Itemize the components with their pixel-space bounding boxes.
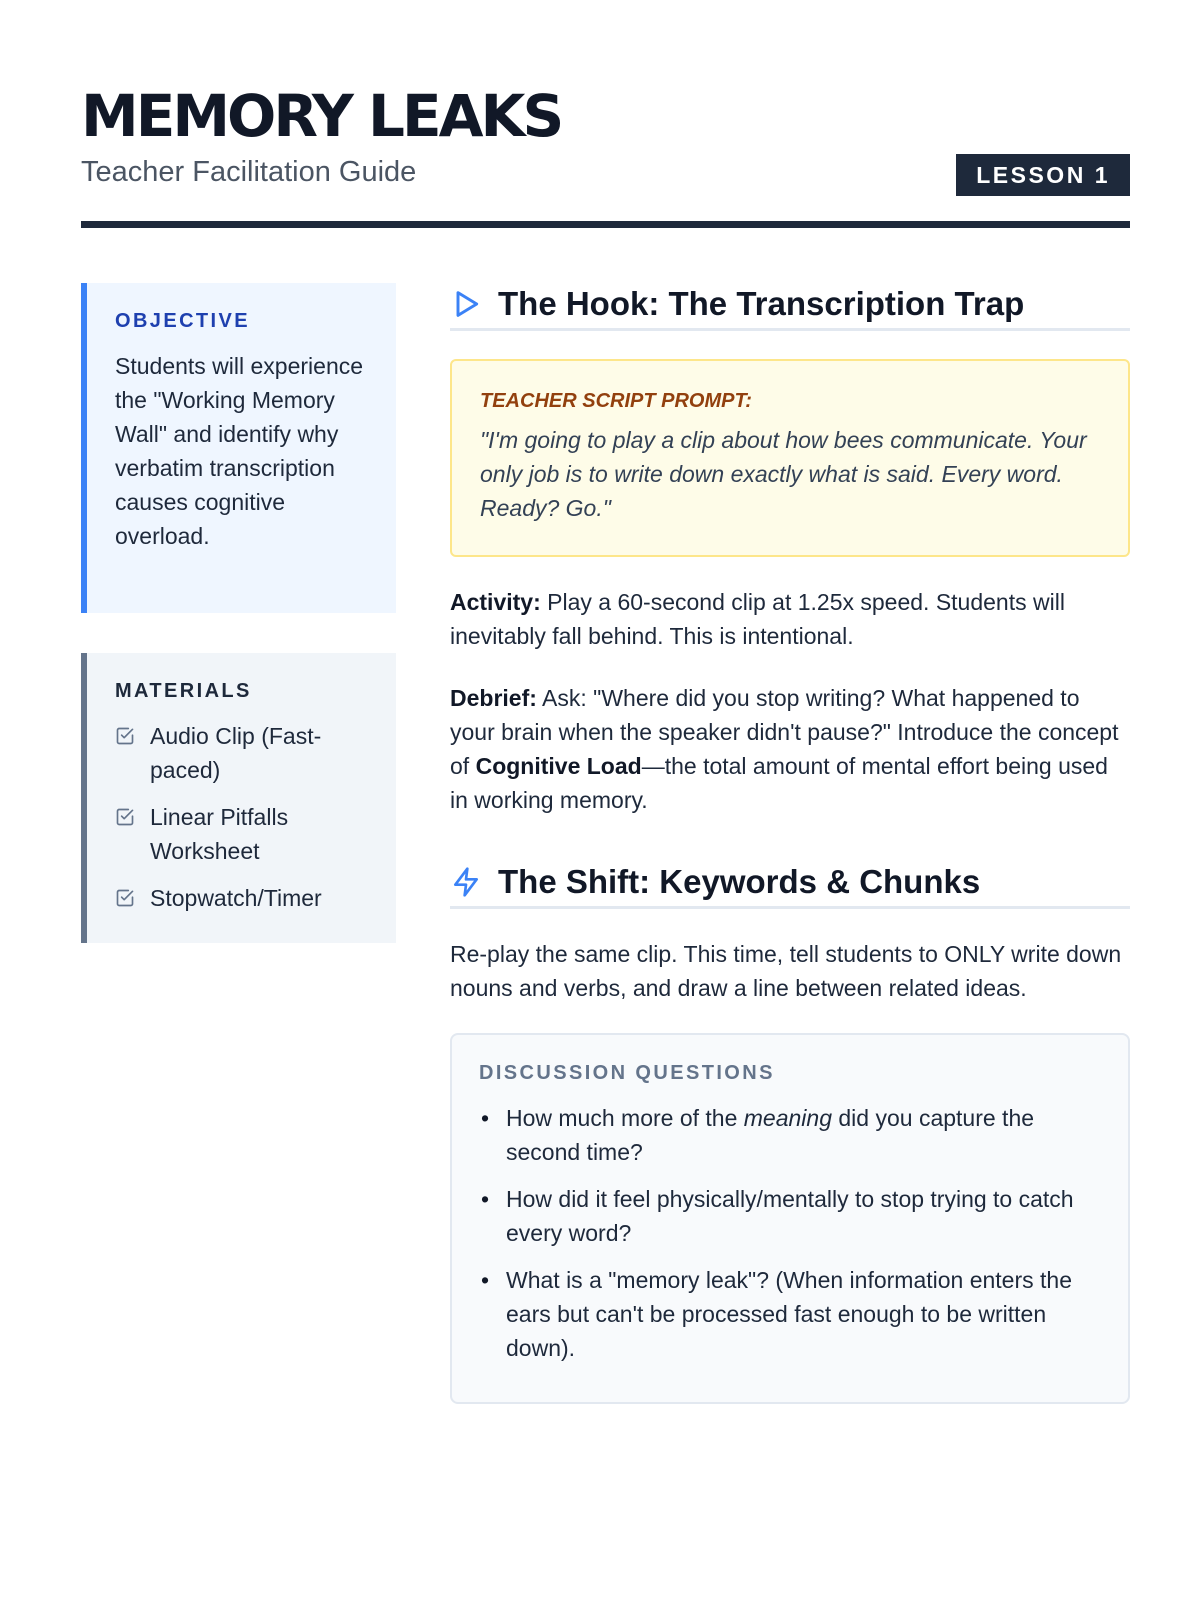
main-content (450, 285, 1130, 1404)
objective-text: Students will experience the "Working Memory Wall" and identify why verbatim transcription causes cognitive overload. (115, 353, 364, 549)
lesson-badge: LESSON 1 (956, 154, 1130, 196)
script-text: "I'm going to play a clip about how bees communicate. Your only job is to write down exactly what is said. Every word. Ready? Go." (480, 427, 1087, 521)
list-item (479, 1263, 1100, 1365)
bullet-icon: • (481, 1105, 490, 1131)
debrief-label: Debrief: (450, 685, 537, 711)
question-text-part: How much more of the (506, 1105, 744, 1131)
material-item-label: Audio Clip (Fast-paced) (150, 723, 322, 783)
question-text (506, 1101, 1100, 1169)
materials-box (81, 653, 396, 943)
objective-box (81, 283, 396, 613)
debrief-text: Ask: "Where did you stop writing? What happened to your brain when the speaker didn't pause?" Introduce the concept of (450, 685, 1119, 779)
material-item (115, 881, 380, 915)
shift-title: The Shift: Keywords & Chunks (498, 862, 981, 900)
objective-label: OBJECTIVE (115, 310, 250, 332)
material-item (115, 719, 380, 787)
shift-paragraph: Re-play the same clip. This time, tell students to ONLY write down nouns and verbs, and draw a line between related ideas. (450, 941, 1122, 1001)
discussion-label: DISCUSSION QUESTIONS (479, 1062, 775, 1084)
hook-title: The Hook: The Transcription Trap (498, 284, 1025, 322)
hook-section-header (450, 285, 1130, 331)
material-item-label: Stopwatch/Timer (150, 885, 322, 911)
checkbox-checked-icon (115, 807, 135, 827)
question-text: What is a "memory leak"? (When information enters the ears but can't be processed fast enough to be written down). (506, 1267, 1072, 1361)
activity-text: Play a 60-second clip at 1.25x speed. Students will inevitably fall behind. This is intentional. (450, 589, 1065, 649)
cognitive-load-term: Cognitive Load (475, 753, 642, 779)
discussion-questions-box (450, 1033, 1130, 1404)
materials-label: MATERIALS (115, 680, 252, 702)
debrief-text-end: —the total amount of mental effort being used in working memory. (450, 753, 1108, 813)
header-divider (81, 221, 1130, 228)
play-icon (450, 288, 482, 320)
activity-label: Activity: (450, 589, 541, 615)
question-text: How did it feel physically/mentally to stop trying to catch every word? (506, 1186, 1074, 1246)
page-header (81, 84, 1130, 190)
page-subtitle: Teacher Facilitation Guide (81, 156, 417, 188)
bullet-icon: • (481, 1267, 490, 1293)
checkbox-checked-icon (115, 888, 135, 908)
debrief-paragraph (450, 681, 1130, 817)
script-label: TEACHER SCRIPT PROMPT: (480, 390, 752, 412)
lightning-icon (450, 866, 482, 898)
teacher-script-box (450, 359, 1130, 557)
checkbox-checked-icon (115, 726, 135, 746)
list-item (479, 1182, 1100, 1250)
shift-section-header (450, 863, 1130, 909)
material-item-label: Linear Pitfalls Worksheet (150, 804, 289, 864)
question-emphasis: meaning (743, 1105, 832, 1131)
list-item (479, 1101, 1100, 1169)
question-text-part: did you capture the second time? (506, 1105, 1035, 1165)
activity-paragraph (450, 585, 1130, 653)
page-title: MEMORY LEAKS (81, 82, 562, 150)
bullet-icon: • (481, 1186, 490, 1212)
material-item (115, 800, 380, 868)
